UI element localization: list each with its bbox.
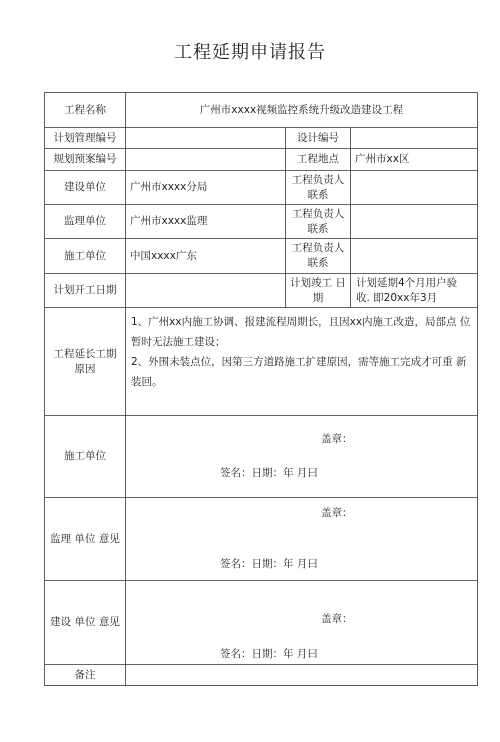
- supervision-seal-label: 盖章：: [321, 507, 353, 519]
- extension-reason-label: [45, 308, 125, 415]
- plan-mgmt-no-label: 计划管理编号: [53, 131, 117, 144]
- extension-reason-label-line2: 原因: [74, 362, 96, 375]
- project-name-label: 工程名称: [64, 103, 106, 116]
- supervision-unit-label: 监理单位: [64, 215, 106, 227]
- construction-manager-label: [286, 171, 350, 204]
- construction-manager-label-line1: 工程负责人: [291, 173, 345, 186]
- plan-budget-no-value: [126, 149, 285, 170]
- extension-reason-label-line1: 工程延长工期: [53, 347, 117, 360]
- contractor-sign-label: 施工单位: [64, 450, 106, 462]
- supervision-signature-date: 签名：日期：年 月曰: [220, 558, 318, 570]
- plan-completion-value: [351, 274, 477, 307]
- construction-manager-value: [351, 171, 477, 204]
- plan-completion-value-line1: 计划延期4个月用户验: [356, 276, 458, 289]
- plan-start-value: [126, 274, 285, 307]
- design-no-label: 设计编号: [297, 131, 339, 144]
- contractor-manager-label: [286, 239, 350, 273]
- remarks-label: 备注: [74, 668, 96, 681]
- construction-opinion-label: 建设 单位 意见: [50, 616, 120, 628]
- plan-budget-no-label: 规划预案编号: [53, 153, 117, 165]
- design-no-value: [351, 128, 477, 148]
- supervision-manager-label: [286, 205, 350, 238]
- contractor-manager-value: [351, 239, 477, 273]
- supervision-opinion-label: 监理 单位 意见: [50, 532, 120, 545]
- plan-completion-label-line2: 期: [312, 291, 324, 304]
- page-title: 工程延期申请报告: [174, 42, 326, 63]
- construction-signature-date: 签名：日期：年 月曰: [220, 648, 318, 660]
- contractor-unit-value: 中国xxxx广东: [130, 249, 197, 262]
- project-name-value: 广州市xxxx视频监控系统升级改造建设工程: [199, 103, 404, 116]
- extension-reason-line2: 暂时无法施工建设；: [131, 336, 226, 348]
- construction-manager-label-line2: 联系: [307, 188, 329, 201]
- supervision-manager-label-line2: 联系: [307, 222, 329, 235]
- extension-reason-line3: 2、外围未装点位，因第三方道路施工扩建原因，需等施工完成才可重 新: [131, 356, 467, 368]
- project-location-label: 工程地点: [297, 153, 339, 165]
- construction-unit-label: 建设单位: [64, 181, 106, 193]
- plan-start-label: 计划开工日期: [53, 284, 117, 296]
- contractor-signature-date: 签名：日期：年 月曰: [220, 467, 318, 479]
- plan-completion-label-line1: 计划竣工 日: [290, 276, 346, 289]
- supervision-unit-value: 广州市xxxx监理: [130, 215, 208, 227]
- supervision-manager-label-line1: 工程负责人: [291, 207, 345, 220]
- project-location-value: 广州市xx区: [355, 153, 410, 165]
- extension-reason-line4: 装回。: [131, 376, 163, 388]
- construction-unit-value: 广州市xxxx分局: [130, 181, 208, 193]
- contractor-manager-label-line1: 工程负责人: [291, 242, 345, 254]
- contractor-unit-label: 施工单位: [64, 249, 106, 262]
- construction-seal-label: 盖章：: [321, 613, 353, 625]
- plan-completion-value-line2: 收. 即20xx年3月: [356, 291, 438, 304]
- supervision-manager-value: [351, 205, 477, 238]
- plan-mgmt-no-value: [126, 128, 285, 148]
- plan-completion-label: [286, 274, 350, 307]
- remarks-value: [126, 665, 477, 685]
- contractor-manager-label-line2: 联系: [307, 257, 329, 269]
- contractor-seal-label: 盖章：: [321, 433, 353, 445]
- extension-reason-line1: 1、广州xx内施工协调、报建流程周期长，且因xx内施工改造，局部点 位: [131, 316, 471, 328]
- extension-reason-text: [126, 308, 477, 415]
